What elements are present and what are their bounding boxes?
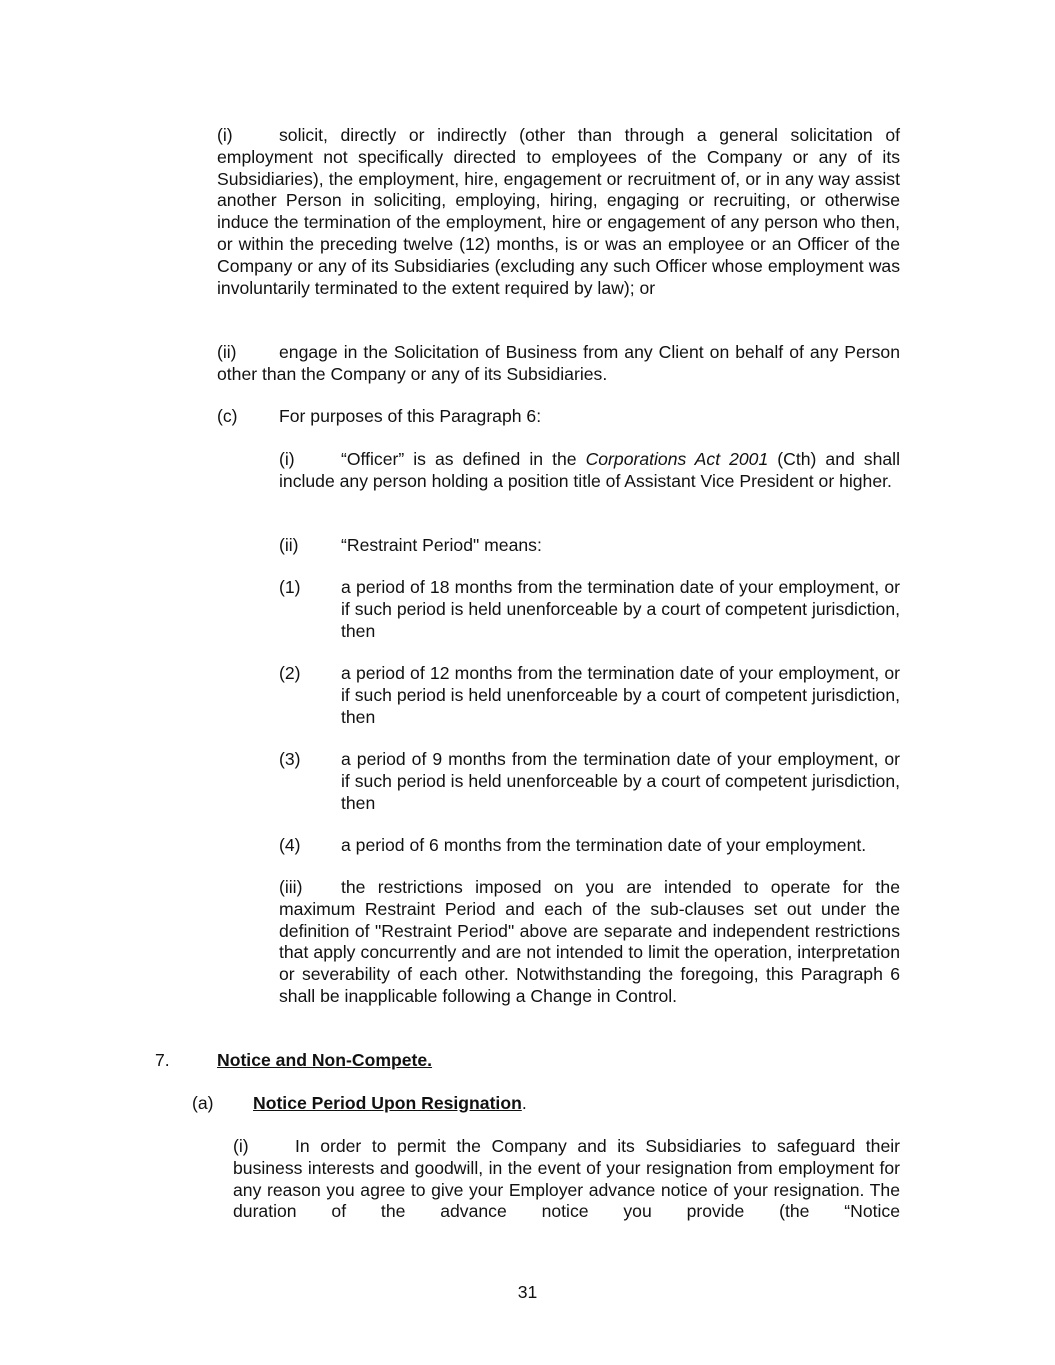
section-title: Notice and Non-Compete. <box>217 1050 433 1070</box>
clause-number: (1) <box>279 577 301 597</box>
clause-number: (ii) <box>217 342 237 362</box>
section-7a-heading <box>192 1093 900 1115</box>
act-title: Corporations Act 2001 <box>585 449 769 469</box>
clause-c <box>217 406 900 428</box>
clause-number: (i) <box>233 1136 249 1156</box>
clause-number: (4) <box>279 835 301 855</box>
clause-text: “Restraint Period" means: <box>341 535 542 555</box>
clause-number: (c) <box>217 406 238 426</box>
clause-text: (Cth) and shall include any person holding a position title of Assistant Vice President or higher. <box>279 449 900 491</box>
clause-text: engage in the Solicitation of Business from any Client on behalf of any Person other than the Company or any of its Subsidiaries. <box>217 342 900 384</box>
restraint-period-3 <box>279 749 900 814</box>
clause-c-ii <box>279 535 900 557</box>
restraint-period-4 <box>279 835 900 857</box>
restraint-period-2 <box>279 663 900 728</box>
clause-text: “Officer” is as defined in the <box>341 449 586 469</box>
clause-text: a period of 9 months from the termination date of your employment, or if such period is held unenforceable by a court of competent jurisdiction, then <box>341 749 900 813</box>
clause-number: (3) <box>279 749 301 769</box>
clause-number: (a) <box>192 1093 214 1113</box>
clause-number: (2) <box>279 663 301 683</box>
subsection-title: Notice Period Upon Resignation <box>253 1093 522 1113</box>
restraint-period-1 <box>279 577 900 642</box>
clause-text: a period of 6 months from the termination date of your employment. <box>341 835 867 855</box>
clause-7a-i <box>233 1136 900 1223</box>
clause-number: (i) <box>217 125 233 145</box>
clause-number: (ii) <box>279 535 299 555</box>
clause-number: (iii) <box>279 877 303 897</box>
heading-period: . <box>521 1093 527 1113</box>
clause-text: solicit, directly or indirectly (other than through a general solicitation of employment not specifically directed to employees of the Company or any of its Subsidiaries), the employment, hire, engagement or recruitment of, or in any way assist another Person in soliciting, employing, hiring, engaging or recruiting, or otherwise induce the termination of the employment, hire or engagement of any person who then, or within the preceding twelve (12) months, is or was an employee or an Officer of the Company or any of its Subsidiaries (excluding any such Officer whose employment was involuntarily terminated to the extent required by law); or <box>217 125 900 298</box>
section-number: 7. <box>155 1050 170 1070</box>
clause-b-i <box>217 125 900 299</box>
page-number: 31 <box>517 1282 538 1302</box>
clause-c-i <box>279 449 900 493</box>
section-7-heading <box>155 1050 900 1072</box>
clause-text: For purposes of this Paragraph 6: <box>279 406 542 426</box>
clause-b-ii <box>217 342 900 386</box>
clause-number: (i) <box>279 449 295 469</box>
clause-text: In order to permit the Company and its Subsidiaries to safeguard their business interests and goodwill, in the event of your resignation from employment for any reason you agree to give your Employer advance notice of your resignation. The duration of the advance notice you provide (the “Notice <box>233 1136 900 1222</box>
clause-c-iii <box>279 877 900 1008</box>
clause-text: a period of 18 months from the termination date of your employment, or if such period is held unenforceable by a court of competent jurisdiction, then <box>341 577 900 641</box>
clause-text: a period of 12 months from the termination date of your employment, or if such period is held unenforceable by a court of competent jurisdiction, then <box>341 663 900 727</box>
clause-text: the restrictions imposed on you are intended to operate for the maximum Restraint Period and each of the sub-clauses set out under the definition of "Restraint Period" above are separate and independent restrictions that apply concurrently and are not intended to limit the operation, interpretation or severability of each other. Notwithstanding the foregoing, this Paragraph 6 shall be inapplicable following a Change in Control. <box>279 877 900 1006</box>
